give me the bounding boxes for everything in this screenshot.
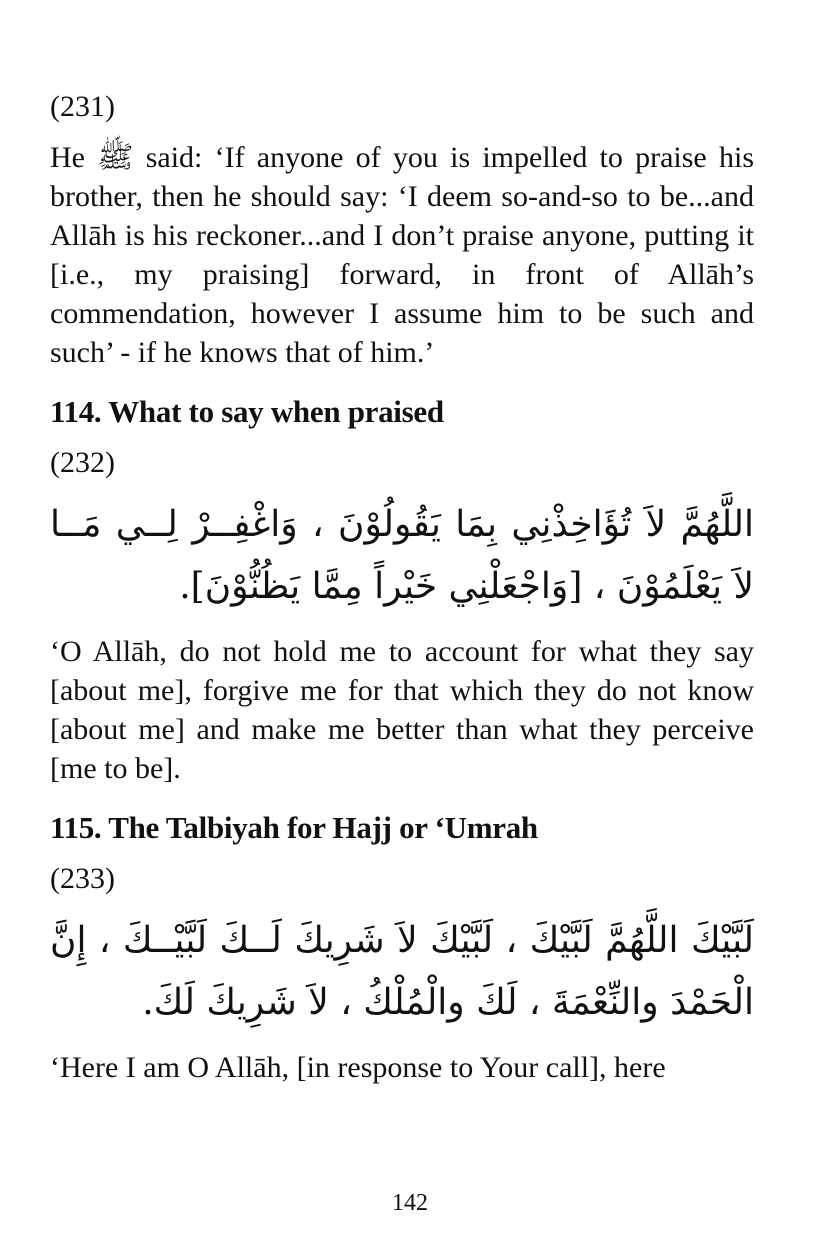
hadith-number-232: (232) [50,446,115,479]
translation-233: ‘Here I am O Allāh, [in response to Your call], here [50,1051,666,1084]
arabic-supplication-232: اللَّهُمَّ لاَ تُؤَاخِذْنِي بِمَا يَقُولُوْنَ ، وَاغْفِــرْ لِــي مَــا لاَ يَعْلَمُوْنَ ، [وَاجْعَلْنِي خَيْراً مِمَّا يَظُنُّوْنَ]. [50,504,754,607]
translation-232: ‘O Allāh, do not hold me to account for what they say [about me], forgive me for that which they do not know [about me] and make me better than what they perceive [me to be]. [50,635,754,785]
arabic-supplication-233: لَبَّيْكَ اللَّهُمَّ لَبَّيْكَ ، لَبَّيْكَ لاَ شَرِيكَ لَــكَ لَبَّيْــكَ ، إِنَّ الْحَمْدَ والنِّعْمَةَ ، لَكَ والْمُلْكُ ، لاَ شَرِيكَ لَكَ. [50,920,754,1023]
hadith-text-231: He ﷺ said: ‘If anyone of you is impelled to praise his brother, then he should say: ‘I deem so-and-so to be...and Allāh is his reckoner...and I don’t praise anyone, putting it [i.e., my praising] forward, in front of Allāh’s commendation, however I assume him to be such and such’ - if he knows that of him.’ [50,141,754,369]
hadith-number-231: (231) [50,90,115,123]
hadith-number-233: (233) [50,862,115,895]
chapter-heading-114: 114. What to say when praised [50,394,444,429]
page-content [50,88,754,1087]
chapter-heading-115: 115. The Talbiyah for Hajj or ‘Umrah [50,810,538,845]
page-number: 142 [392,1190,428,1216]
